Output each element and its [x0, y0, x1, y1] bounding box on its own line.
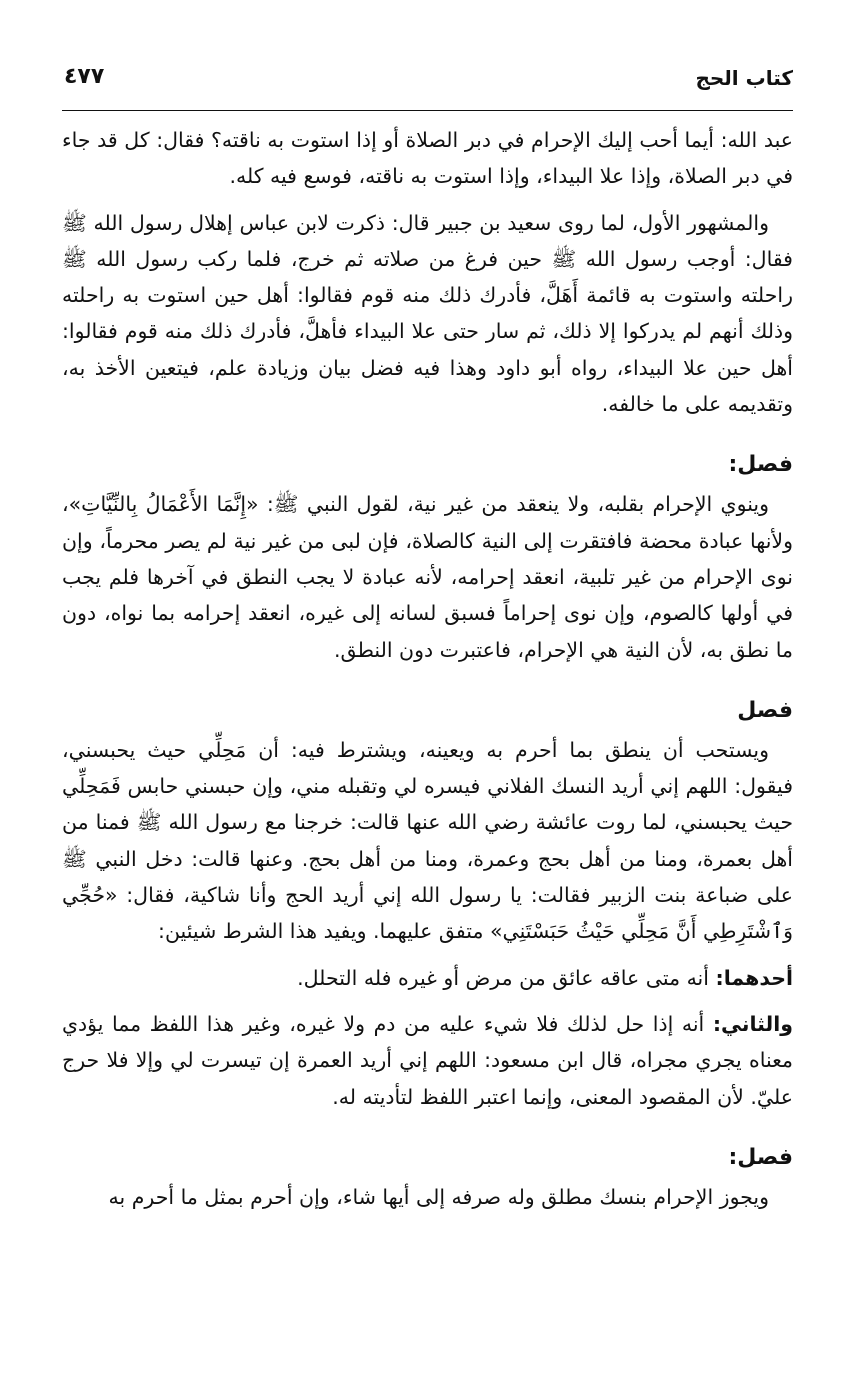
chapter-title: كتاب الحج	[695, 66, 793, 90]
section-heading: فصل:	[728, 1144, 793, 1170]
page-body	[62, 122, 793, 1215]
numbered-point	[62, 1006, 793, 1115]
section-heading: فصل	[737, 697, 793, 723]
point-label: والثاني:	[712, 1011, 793, 1036]
point-label: أحدهما:	[715, 965, 793, 990]
paragraph: ويجوز الإحرام بنسك مطلق وله صرفه إلى أيها شاء، وإن أحرم بمثل ما أحرم به	[108, 1184, 769, 1209]
paragraph: عبد الله: أيما أحب إليك الإحرام في دبر الصلاة أو إذا استوت به ناقته؟ فقال: كل قد جاء في دبر الصلاة، وإذا علا البيداء، وإذا استوت به ناقته، فوسع فيه كله.	[62, 128, 793, 189]
page-number: ٤٧٧	[64, 64, 105, 89]
paragraph: والمشهور الأول، لما روى سعيد بن جبير قال: ذكرت لابن عباس إهلال رسول الله ﷺ فقال: أوجب رسول الله ﷺ حين فرغ من صلاته ثم خرج، فلما ركب رسول الله ﷺ راحلته واستوت به قائمة أَهَلَّ، فأدرك ذلك منه قوم فقالوا: أهل حين استوت به راحلته وذلك أنهم لم يدركوا إلا ذلك، ثم سار حتى علا البيداء فأهلَّ، فأدرك ذلك منه قوم فقالوا: أهل حين علا البيداء، رواه أبو داود وهذا فيه فضل بيان وزيادة علم، فيتعين الأخذ به، وتقديمه على ما خالفه.	[62, 210, 793, 417]
paragraph: وينوي الإحرام بقلبه، ولا ينعقد من غير نية، لقول النبي ﷺ: «إِنَّمَا الأَعْمَالُ بِالنِّيَّاتِ»، ولأنها عبادة محضة فافتقرت إلى النية كالصلاة، فإن لبى من غير نية لم يصر محرماً، وإن نوى الإحرام من غير تلبية، انعقد إحرامه، لأنه عبادة لا يجب النطق في آخرها فلم يجب في أولها كالصوم، وإن نوى إحراماً فسبق لسانه إلى غيره، انعقد إحرامه بما نواه، دون ما نطق به، لأن النية هي الإحرام، فاعتبرت دون النطق.	[62, 492, 793, 662]
numbered-point	[62, 960, 793, 996]
paragraph: ويستحب أن ينطق بما أحرم به ويعينه، ويشترط فيه: أن مَحِلِّي حيث يحبسني، فيقول: اللهم إني أريد النسك الفلاني فيسره لي وتقبله مني، وإن حبسني حابس فَمَحِلِّي حيث يحبسني، لما روت عائشة رضي الله عنها قالت: خرجنا مع رسول الله ﷺ فمنا من أهل بعمرة، ومنا من أهل بحج وعمرة، ومنا من أهل بحج. وعنها قالت: دخل النبي ﷺ على ضباعة بنت الزبير فقالت: يا رسول الله إني أريد الحج وأنا شاكية، فقال: «حُجِّي وَٱشْتَرِطِي أَنَّ مَحِلِّي حَيْثُ حَبَسْتَنِي» متفق عليهما. ويفيد هذا الشرط شيئين:	[62, 737, 793, 944]
point-text: أنه متى عاقه عائق من مرض أو غيره فله التحلل.	[297, 965, 709, 990]
point-text: أنه إذا حل لذلك فلا شيء عليه من دم ولا غيره، وغير هذا اللفظ مما يؤدي معناه يجري مجراه، قال ابن مسعود: اللهم إني أريد العمرة إن تيسرت لي وإلا فلا حرج عليّ. لأن المقصود المعنى، وإنما اعتبر اللفظ لتأديته له.	[62, 1011, 793, 1109]
section-heading: فصل:	[728, 452, 793, 478]
running-header	[62, 62, 793, 111]
